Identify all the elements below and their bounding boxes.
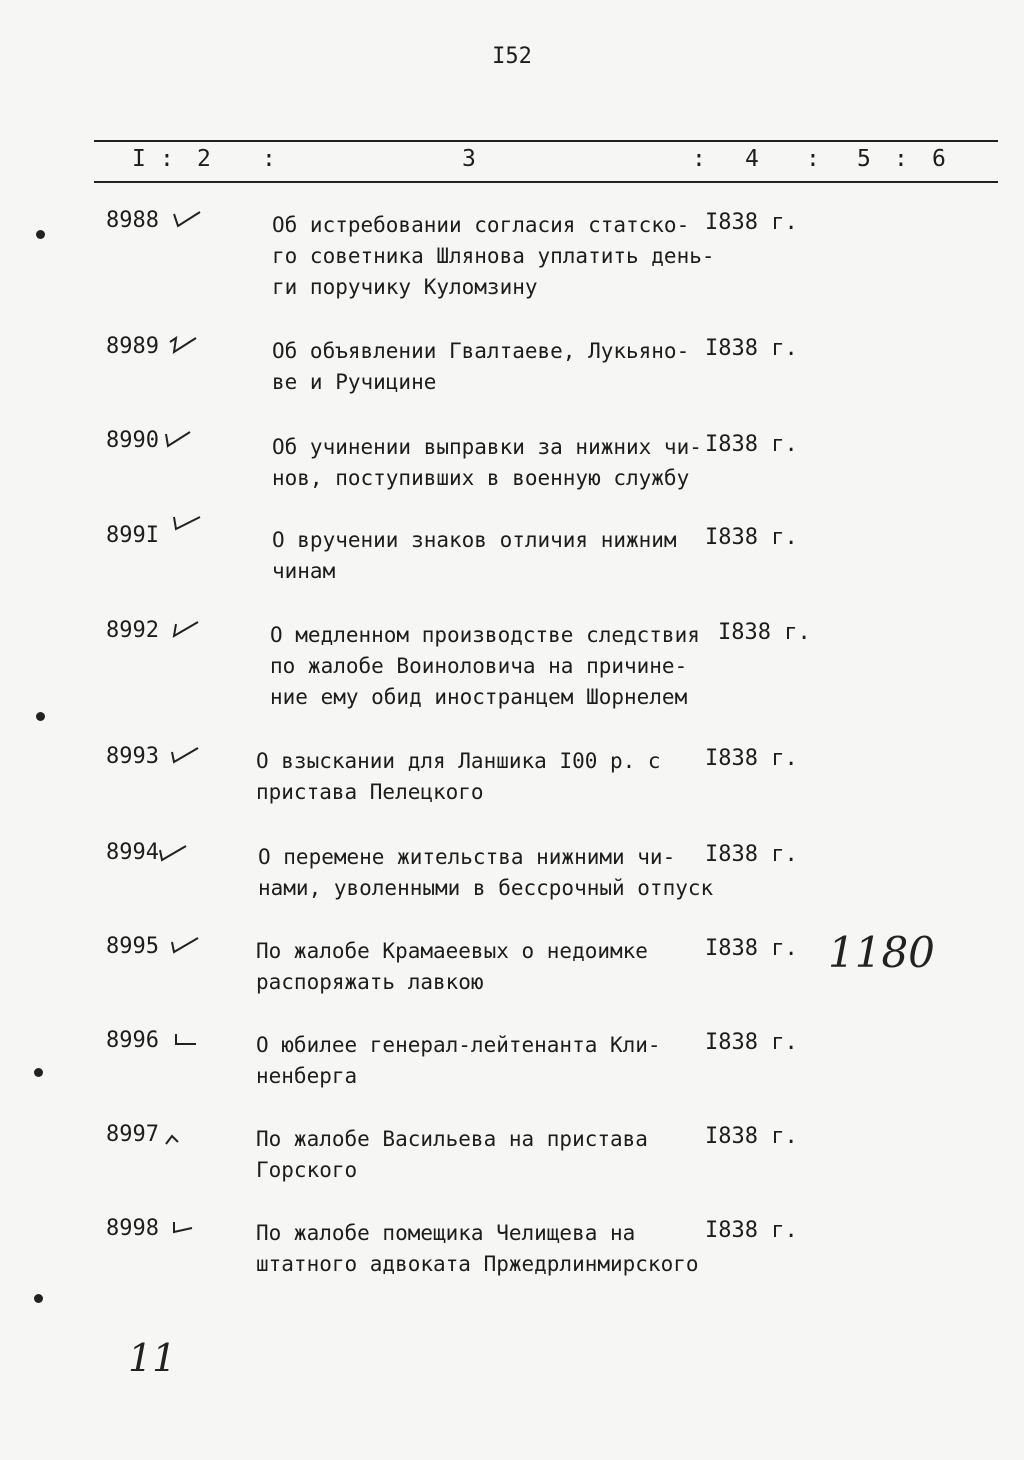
header-col-1: I [132, 146, 146, 172]
row-year: I838 г. [705, 432, 798, 457]
row-year: I838 г. [718, 620, 811, 645]
page-number: I52 [492, 44, 532, 69]
row-title: О взыскании для Ланшика I00 р. с пристава Пелецкого [256, 749, 661, 804]
row-number: 8994 [106, 840, 159, 865]
row-year: I838 г. [705, 936, 798, 961]
row-number: 8996 [106, 1028, 159, 1053]
row-title: О вручении знаков отличия нижним чинам [272, 528, 677, 583]
header-sep: : [160, 146, 174, 172]
header-col-2: 2 [197, 146, 211, 172]
binding-hole-dot [34, 1068, 43, 1077]
row-number: 8990 [106, 428, 159, 453]
row-year: I838 г. [705, 1218, 798, 1243]
header-col-4: 4 [745, 146, 759, 172]
row-number: 8993 [106, 744, 159, 769]
row-number: 8989 [106, 334, 159, 359]
row-title: Об объявлении Гвалтаеве, Лукьяно- ве и Ручицине [272, 339, 690, 394]
row-number: 8988 [106, 208, 159, 233]
row-year: I838 г. [705, 746, 798, 771]
check-mark-icon [170, 620, 200, 640]
row-title: Об истребовании согласия статско- го советника Шлянова уплатить день- ги поручику Куломзину [272, 213, 715, 299]
binding-hole-dot [34, 1294, 43, 1303]
row-year: I838 г. [705, 1030, 798, 1055]
row-title: О юбилее генерал-лейтенанта Кли- ненберга [256, 1033, 661, 1088]
row-year: I838 г. [705, 1124, 798, 1149]
header-col-3: 3 [462, 146, 476, 172]
check-mark-icon [170, 936, 200, 956]
check-mark-icon [172, 1030, 202, 1050]
handwritten-margin-note: 1180 [828, 928, 935, 977]
row-title: По жалобе Васильева на пристава Горского [256, 1127, 648, 1182]
row-title: По жалобе помещика Челищева на штатного адвоката Пржедрлинмирского [256, 1221, 699, 1276]
handwritten-bottom-note: 11 [128, 1336, 177, 1380]
header-sep: : [806, 146, 820, 172]
header-col-5: 5 [857, 146, 871, 172]
check-mark-icon [170, 746, 200, 766]
check-mark-icon [170, 1218, 200, 1238]
row-year: I838 г. [705, 842, 798, 867]
check-mark-icon [164, 430, 194, 450]
row-title: О медленном производстве следствия по жалобе Воиноловича на причине- ние ему обид иностранцем Шорнелем [270, 623, 700, 709]
binding-hole-dot [36, 712, 45, 721]
row-number: 8992 [106, 618, 159, 643]
row-title: О перемене жительства нижними чи- нами, уволенными в бессрочный отпуск [258, 845, 714, 900]
check-mark-icon [172, 515, 202, 535]
check-mark-icon [168, 336, 198, 356]
check-mark-icon [172, 210, 202, 230]
header-sep: : [894, 146, 908, 172]
row-year: I838 г. [705, 525, 798, 550]
header-col-6: 6 [932, 146, 946, 172]
row-number: 8995 [106, 934, 159, 959]
header-sep: : [262, 146, 276, 172]
row-year: I838 г. [705, 336, 798, 361]
row-title: По жалобе Крамаеевых о недоимке распоряжать лавкою [256, 939, 648, 994]
row-title: Об учинении выправки за нижних чи- нов, поступивших в военную службу [272, 435, 702, 490]
binding-hole-dot [36, 230, 45, 239]
header-rule-bottom [94, 181, 998, 183]
check-mark-icon [158, 844, 188, 864]
row-number: 8998 [106, 1216, 159, 1241]
row-year: I838 г. [705, 210, 798, 235]
header-rule-top [94, 140, 998, 142]
check-mark-icon [162, 1128, 192, 1148]
header-sep: : [692, 146, 706, 172]
row-number: 8997 [106, 1122, 159, 1147]
row-number: 899I [106, 523, 159, 548]
